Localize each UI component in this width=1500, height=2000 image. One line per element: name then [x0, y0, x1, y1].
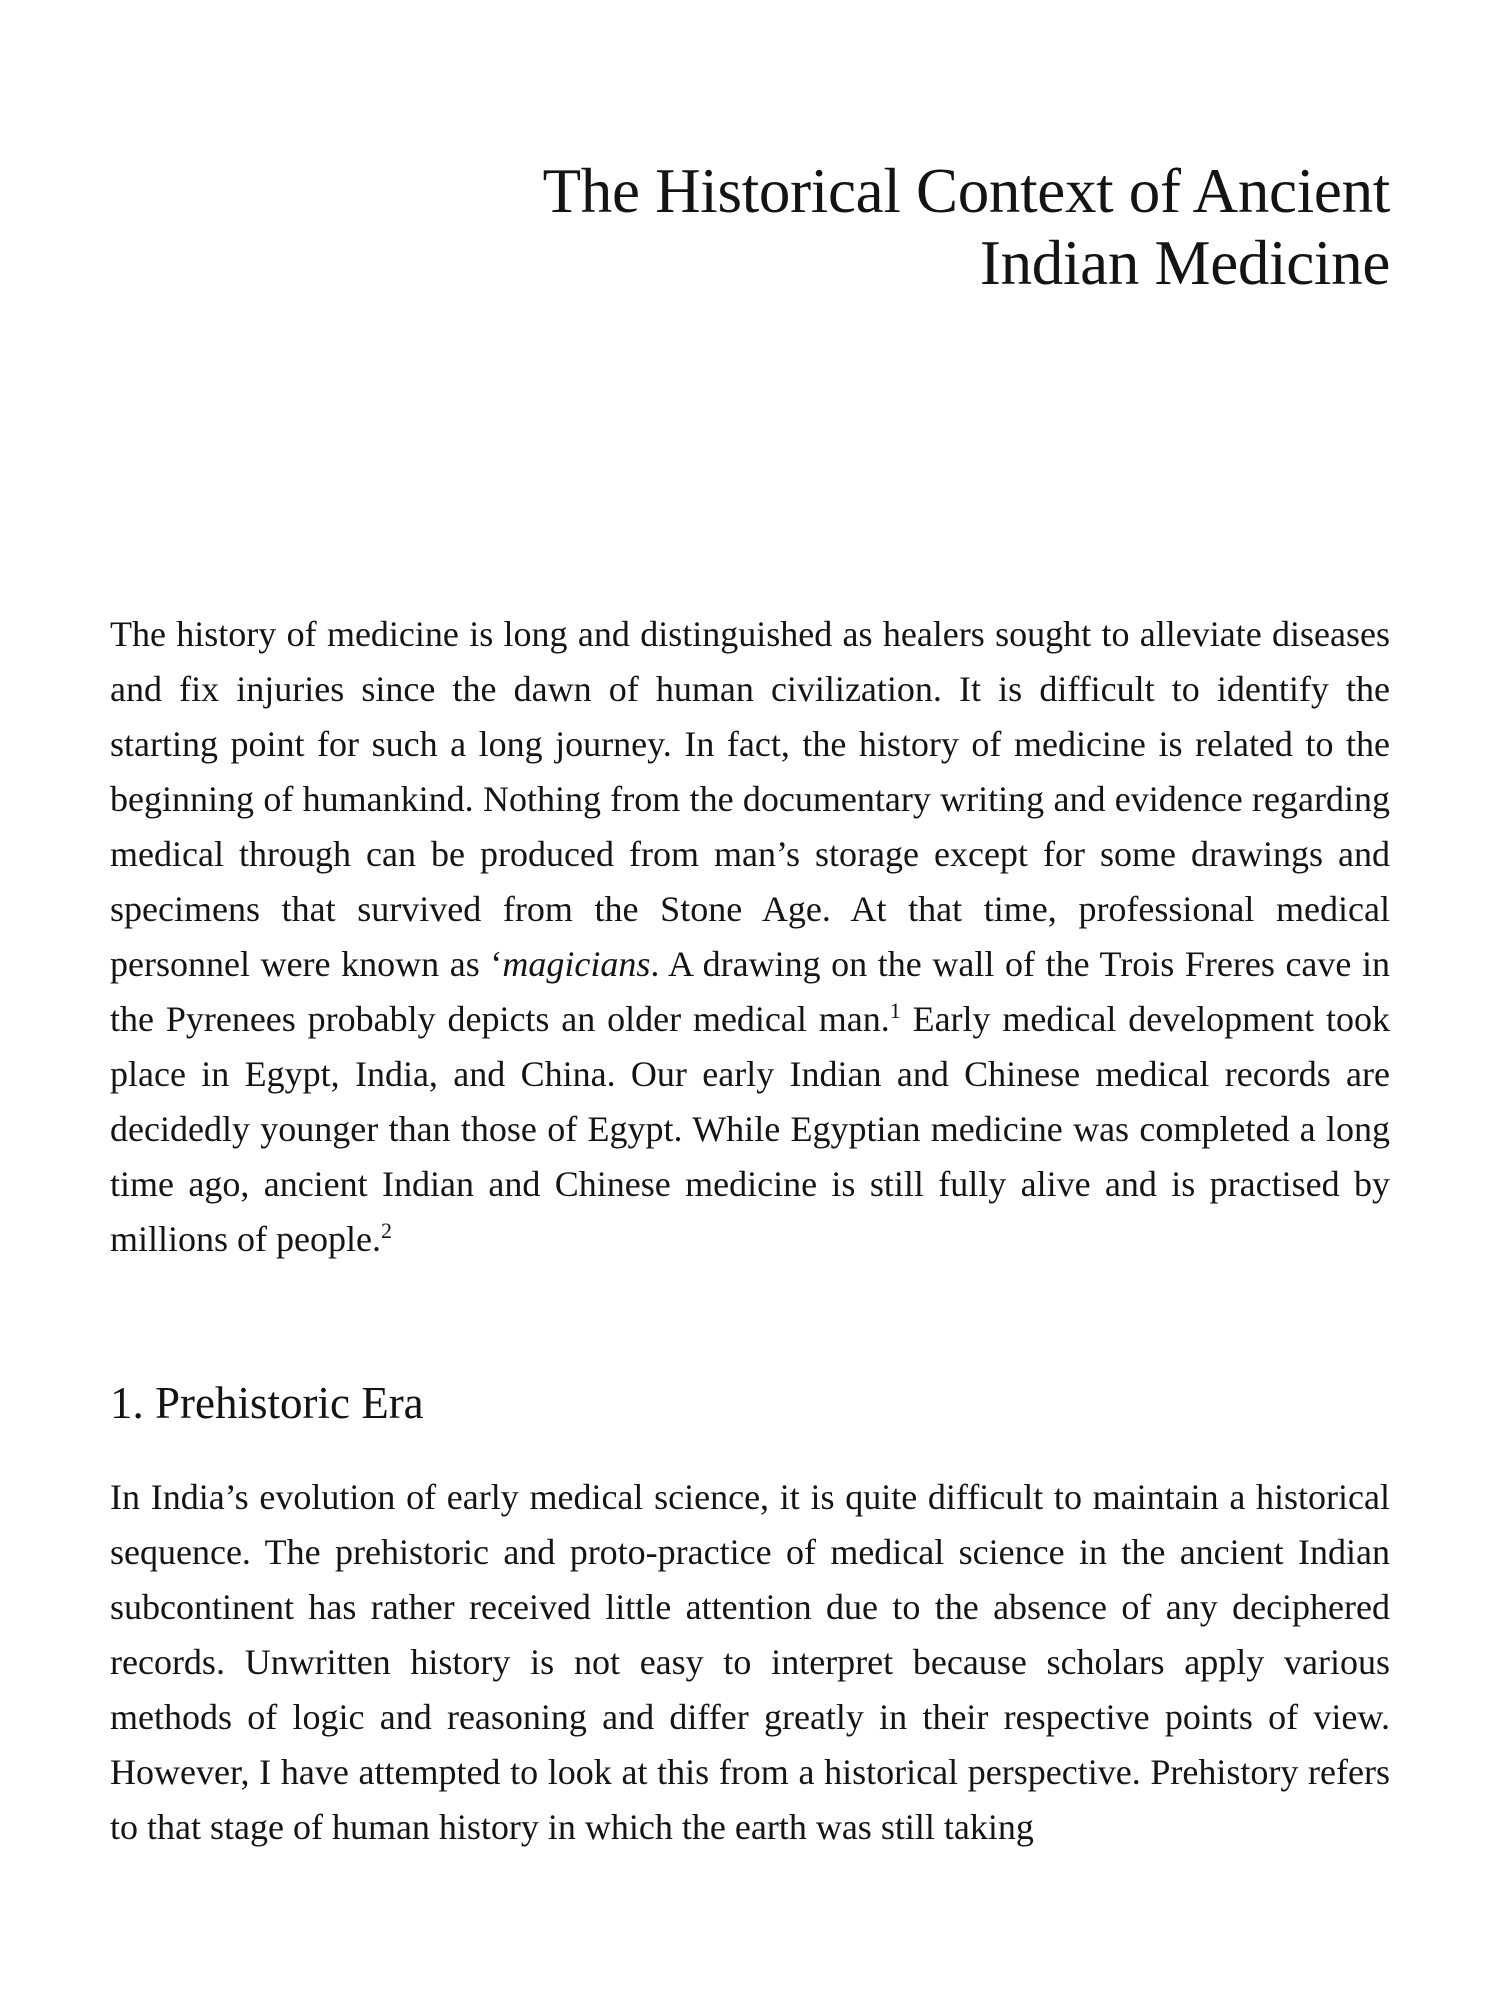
chapter-title — [290, 155, 1390, 299]
footnote-marker-2: 2 — [380, 1218, 392, 1243]
footnote-marker-1: 1 — [889, 998, 901, 1023]
section-heading-prehistoric-era: 1. Prehistoric Era — [110, 1378, 424, 1428]
intro-paragraph — [110, 607, 1390, 1267]
chapter-title-line-2: Indian Medicine — [979, 228, 1390, 298]
prehistoric-era-paragraph: In India’s evolution of early medical science, it is quite difficult to maintain a historical sequence. The prehistoric and proto-practice of medical science in the ancient Indian subcontinent has rather received little attention due to the absence of any deciphered records. Unwritten history is not easy to interpret because scholars apply various methods of logic and reasoning and differ greatly in their respective points of view. However, I have attempted to look at this from a historical perspective. Prehistory refers to that stage of human history in which the earth was still taking — [110, 1477, 1390, 1847]
intro-emphasis-magicians: magicians — [502, 944, 651, 984]
chapter-title-line-1: The Historical Context of Ancient — [542, 156, 1390, 226]
intro-text-part-2: . A drawing on the wall of the Trois Freres cave in the Pyrenees probably depicts an older medical man. — [110, 944, 1391, 1039]
intro-text-part-3: Early medical development took place in Egypt, India, and China. Our early Indian and Chinese medical records are decidedly younger than those of Egypt. While Egyptian medicine was completed a long time ago, ancient Indian and Chinese medicine is still fully alive and is practised by millions of people. — [110, 999, 1390, 1259]
intro-text-part-1: The history of medicine is long and distinguished as healers sought to alleviate diseases and fix injuries since the dawn of human civilization. It is difficult to identify the starting point for such a long journey. In fact, the history of medicine is related to the beginning of humankind. Nothing from the documentary writing and evidence regarding medical through can be produced from man’s storage except for some drawings and specimens that survived from the Stone Age. At that time, professional medical personnel were known as ‘ — [110, 614, 1390, 984]
